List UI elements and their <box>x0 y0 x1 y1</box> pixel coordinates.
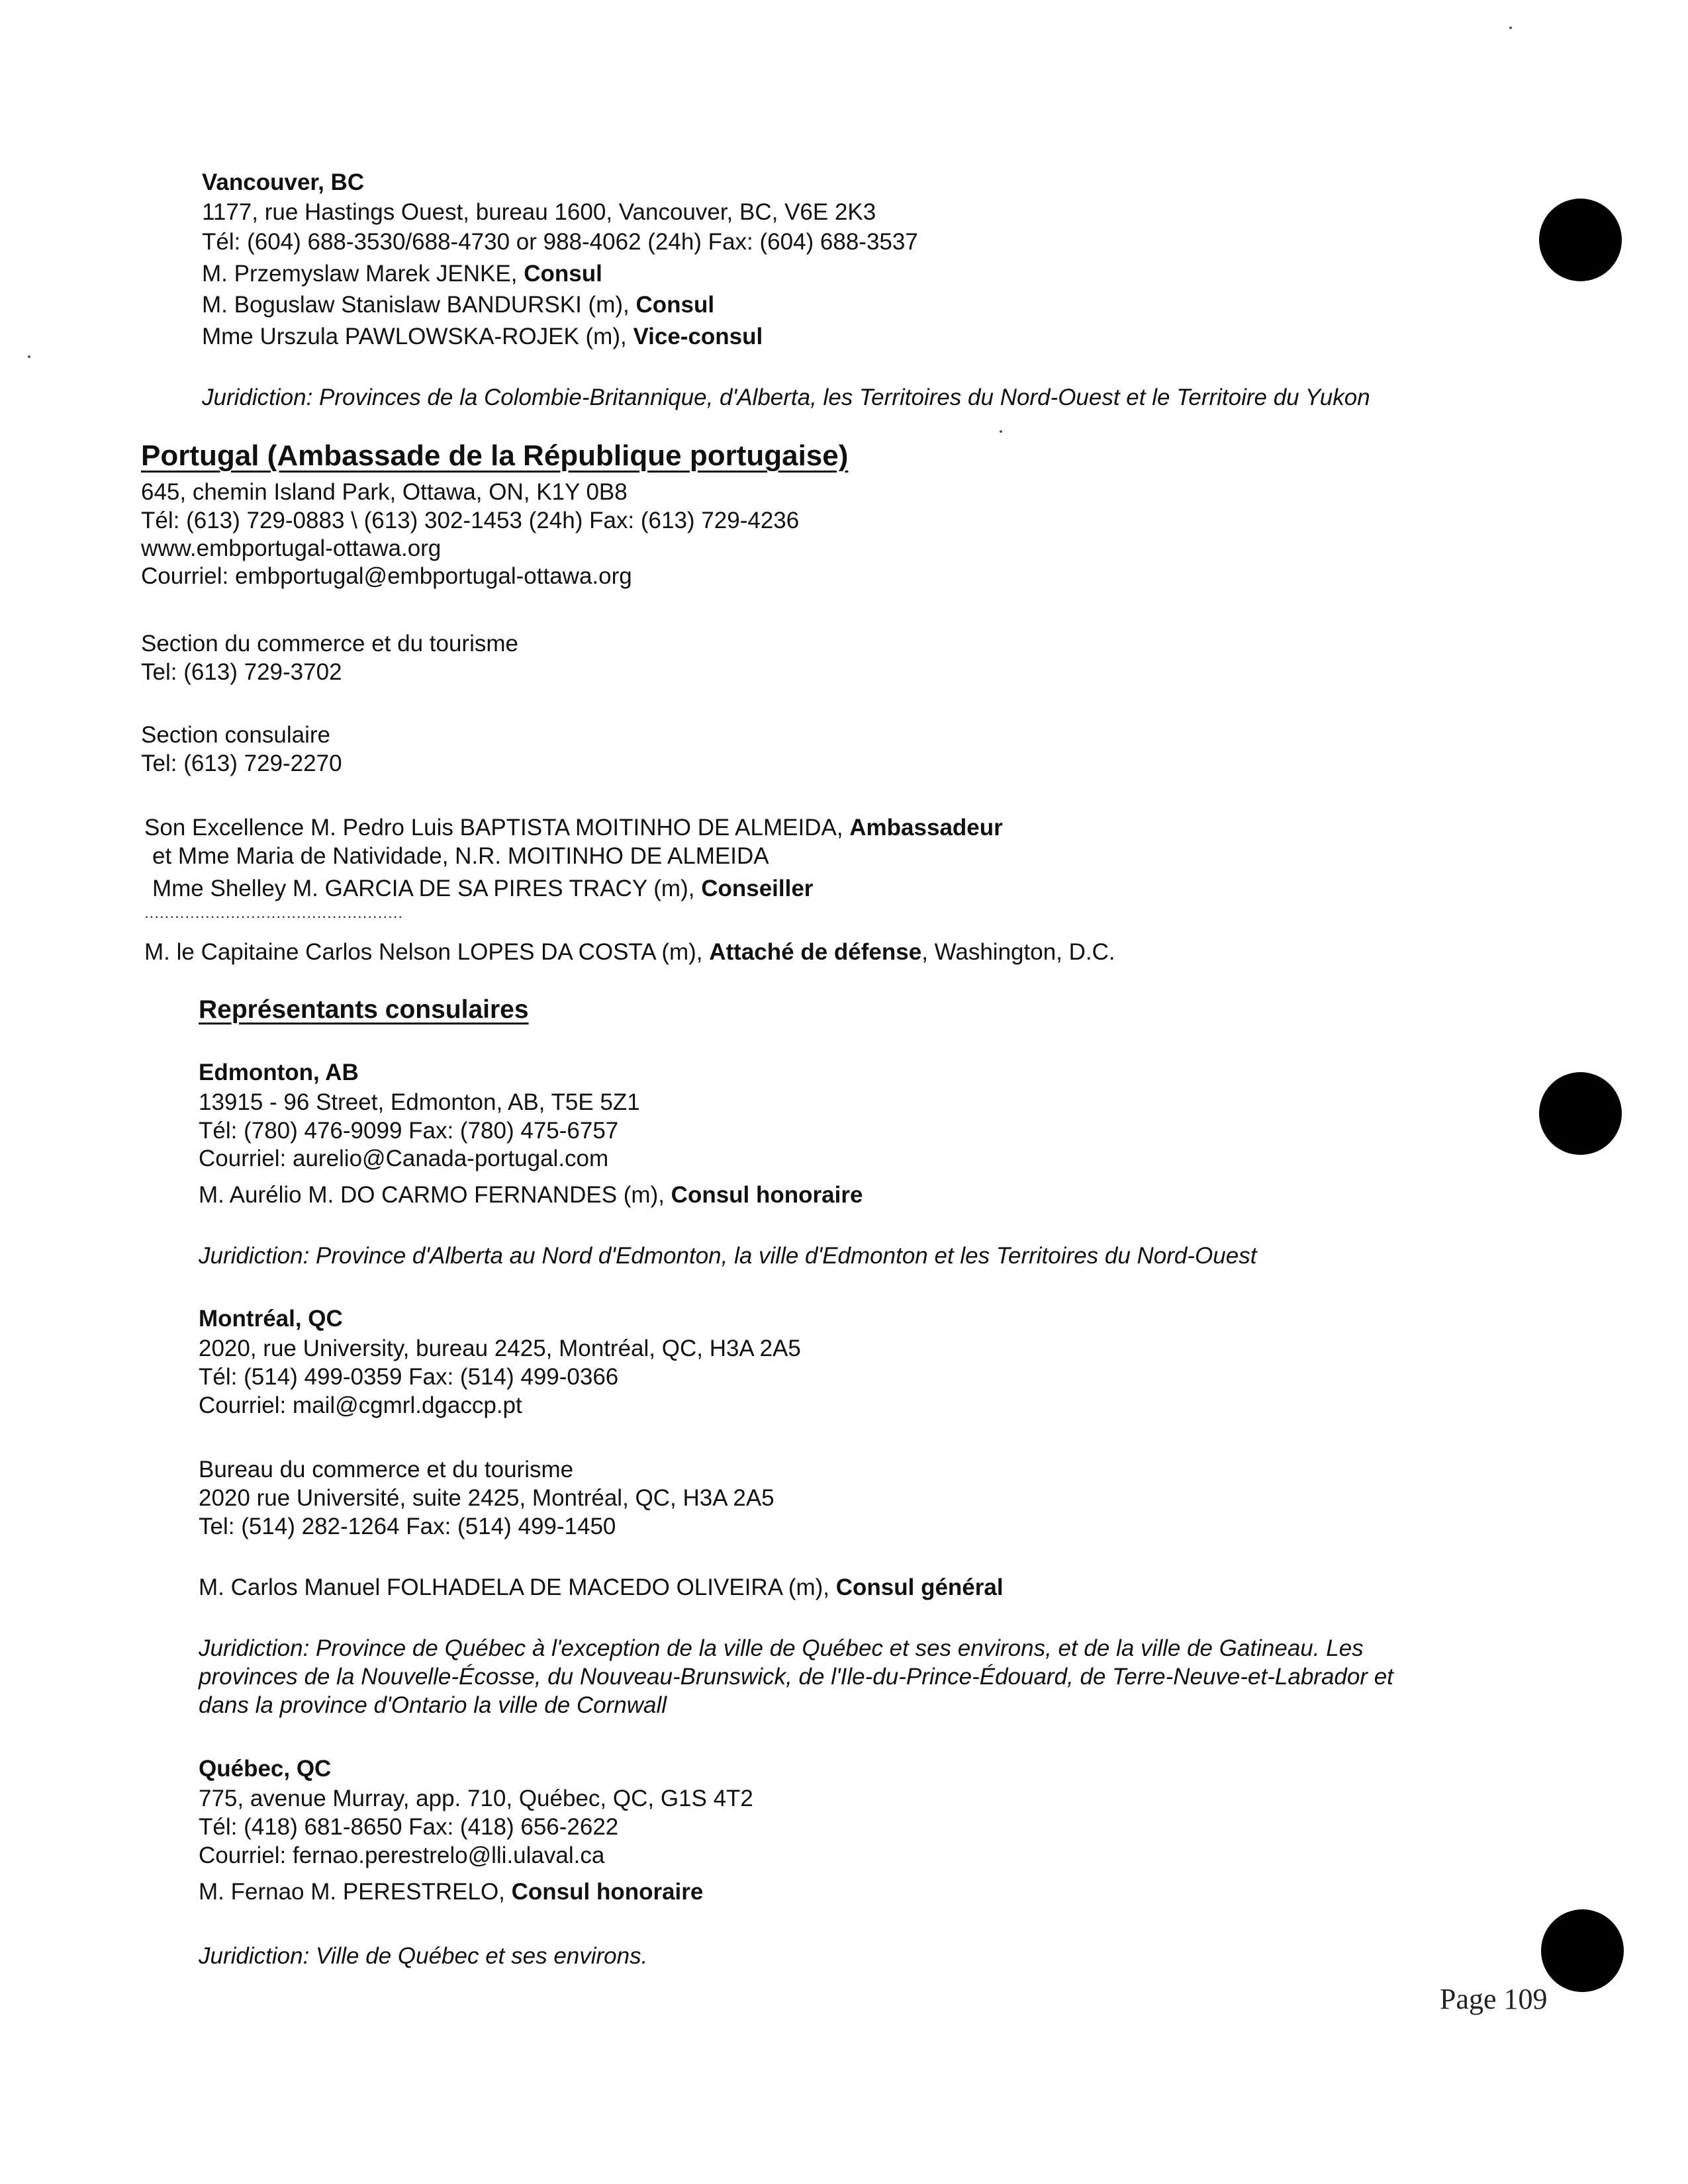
montreal-address: 2020, rue University, bureau 2425, Montréal, QC, H3A 2A5 <box>199 1336 801 1361</box>
punch-hole-bottom <box>1541 1909 1624 1992</box>
quebec-jurisdiction: Juridiction: Ville de Québec et ses environs. <box>199 1943 648 1969</box>
commerce-section-phone: Tel: (613) 729-3702 <box>141 659 342 685</box>
montreal-bureau-address: 2020 rue Université, suite 2425, Montréal, QC, H3A 2A5 <box>199 1485 774 1511</box>
quebec-consul: M. Fernao M. PERESTRELO, Consul honoraire <box>199 1879 704 1905</box>
vancouver-heading: Vancouver, BC <box>202 169 365 195</box>
defense-attache-line: M. le Capitaine Carlos Nelson LOPES DA COSTA (m), Attaché de défense, Washington, D.C. <box>144 939 1115 965</box>
montreal-email: Courriel: mail@cgmrl.dgaccp.pt <box>199 1392 522 1418</box>
montreal-bureau-title: Bureau du commerce et du tourisme <box>199 1457 574 1482</box>
edmonton-address: 13915 - 96 Street, Edmonton, AB, T5E 5Z1 <box>199 1089 640 1115</box>
vancouver-jurisdiction: Juridiction: Provinces de la Colombie-Britannique, d'Alberta, les Territoires du Nord-Ouest et le Territoire du Yukon <box>202 385 1370 410</box>
ambassador-line: Son Excellence M. Pedro Luis BAPTISTA MOITINHO DE ALMEIDA, Ambassadeur <box>144 815 1003 841</box>
montreal-bureau-phone: Tel: (514) 282-1264 Fax: (514) 499-1450 <box>199 1514 616 1539</box>
ambassador-spouse: et Mme Maria de Natividade, N.R. MOITINHO DE ALMEIDA <box>152 843 769 869</box>
scan-speck <box>28 355 30 358</box>
scan-speck <box>1000 430 1002 433</box>
punch-hole-middle <box>1539 1072 1622 1155</box>
quebec-email: Courriel: fernao.perestrelo@lli.ulaval.ca <box>199 1843 605 1868</box>
vancouver-staff-1: M. Przemyslaw Marek JENKE, Consul <box>202 261 602 287</box>
quebec-address: 775, avenue Murray, app. 710, Québec, QC, G1S 4T2 <box>199 1786 753 1811</box>
page-number: Page 109 <box>1440 1983 1548 2015</box>
montreal-jurisdiction-line-2: provinces de la Nouvelle-Écosse, du Nouveau-Brunswick, de l'Ile-du-Prince-Édouard, de Terre-Neuve-et-Labrador et <box>199 1664 1393 1690</box>
vancouver-staff-2: M. Boguslaw Stanislaw BANDURSKI (m), Consul <box>202 292 715 318</box>
montreal-jurisdiction-line-3: dans la province d'Ontario la ville de Cornwall <box>199 1692 667 1718</box>
quebec-heading: Québec, QC <box>199 1756 332 1782</box>
vancouver-staff-3: Mme Urszula PAWLOWSKA-ROJEK (m), Vice-consul <box>202 324 763 349</box>
consular-section-title: Section consulaire <box>141 722 330 748</box>
consular-section-phone: Tel: (613) 729-2270 <box>141 751 342 776</box>
consular-representatives-heading: Représentants consulaires <box>199 995 529 1024</box>
montreal-consul: M. Carlos Manuel FOLHADELA DE MACEDO OLIVEIRA (m), Consul général <box>199 1574 1004 1600</box>
portugal-address: 645, chemin Island Park, Ottawa, ON, K1Y 0B8 <box>141 479 628 505</box>
commerce-section-title: Section du commerce et du tourisme <box>141 631 518 657</box>
quebec-phone: Tél: (418) 681-8650 Fax: (418) 656-2622 <box>199 1814 619 1840</box>
punch-hole-top <box>1539 199 1622 281</box>
portugal-heading: Portugal (Ambassade de la République portugaise) <box>141 439 849 472</box>
montreal-jurisdiction-line-1: Juridiction: Province de Québec à l'exception de la ville de Québec et ses environs, et de la ville de Gatineau. Les <box>199 1635 1364 1661</box>
edmonton-email: Courriel: aurelio@Canada-portugal.com <box>199 1146 609 1171</box>
montreal-heading: Montréal, QC <box>199 1306 343 1332</box>
vancouver-phone: Tél: (604) 688-3530/688-4730 or 988-4062 (24h) Fax: (604) 688-3537 <box>202 229 918 255</box>
portugal-phone: Tél: (613) 729-0883 \ (613) 302-1453 (24h) Fax: (613) 729-4236 <box>141 508 800 533</box>
edmonton-heading: Edmonton, AB <box>199 1060 359 1085</box>
edmonton-jurisdiction: Juridiction: Province d'Alberta au Nord d'Edmonton, la ville d'Edmonton et les Territoires du Nord-Ouest <box>199 1243 1257 1269</box>
portugal-website: www.embportugal-ottawa.org <box>141 535 442 561</box>
montreal-phone: Tél: (514) 499-0359 Fax: (514) 499-0366 <box>199 1364 619 1390</box>
portugal-email: Courriel: embportugal@embportugal-ottawa.org <box>141 563 632 589</box>
vancouver-address: 1177, rue Hastings Ouest, bureau 1600, Vancouver, BC, V6E 2K3 <box>202 199 876 225</box>
edmonton-phone: Tél: (780) 476-9099 Fax: (780) 475-6757 <box>199 1118 619 1144</box>
counsellor-line: Mme Shelley M. GARCIA DE SA PIRES TRACY (m), Conseiller <box>152 876 814 901</box>
scan-speck <box>1509 26 1512 29</box>
separator-dots: ................................................... <box>144 904 404 922</box>
edmonton-consul: M. Aurélio M. DO CARMO FERNANDES (m), Consul honoraire <box>199 1182 863 1208</box>
